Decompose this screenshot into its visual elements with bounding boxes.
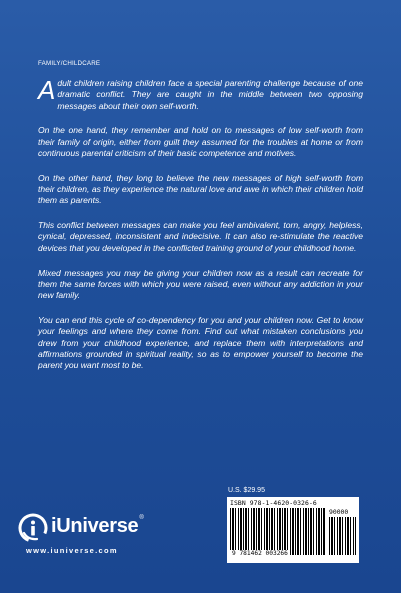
category-label: FAMILY/CHILDCARE (38, 60, 101, 67)
blurb-paragraph-2: On the one hand, they remember and hold on to messages of low self-worth from their family of origin, either from guilt they assumed for the troubles at home or from continuous parental criticism of their basic competence and motives. (38, 125, 363, 158)
barcode-addon-bars (329, 517, 356, 555)
publisher-logo (18, 513, 178, 553)
publisher-name-text: iUniverse (51, 515, 139, 537)
isbn-barcode (227, 497, 359, 563)
ean-number: 9 781462 003266 (232, 550, 288, 557)
drop-cap: A (38, 75, 56, 105)
blurb-paragraph-3: On the other hand, they long to believe the new messages of high self-worth from their children, as they experience the natural love and awe in which their children hold them as parents. (38, 172, 363, 206)
blurb-paragraph-1 (38, 75, 363, 112)
barcode-main-bars (230, 508, 326, 555)
barcode-graphic (230, 508, 356, 556)
blurb-paragraph-1-text: dult children raising children face a special parenting challenge because of one dramatic conflict. They are caught in the middle between two opposing messages about their own self-worth. (57, 78, 363, 111)
iuniverse-swirl-icon (18, 513, 48, 543)
price-label: U.S. $29.95 (228, 487, 265, 494)
blurb-text (38, 75, 363, 385)
publisher-url: www.iuniverse.com (26, 546, 118, 555)
publisher-name (51, 515, 143, 538)
isbn-number: ISBN 978-1-4620-0326-6 (230, 499, 317, 507)
blurb-paragraph-5: Mixed messages you may be giving your children now as a result can recreate for them the same forces with which you were raised, even without any addiction in your new family. (38, 267, 363, 301)
registered-mark: ® (139, 515, 144, 521)
blurb-paragraph-4: This conflict between messages can make you feel ambivalent, torn, angry, helpless, cynical, depressed, inconsistent and indecisive. It can also re-stimulate the reactive devices that you developed in the conflicted training ground of your childhood home. (38, 220, 363, 253)
barcode-addon-number: 90000 (329, 508, 349, 516)
blurb-paragraph-6: You can end this cycle of co-dependency for you and your children now. Get to know your feelings and where they come from. Find out what mistaken conclusions you drew from your childhood experience, and replace them with interpretations and affirmations grounded in spiritual reality, so as to empower yourself to become the parent you want most to be. (38, 314, 363, 371)
